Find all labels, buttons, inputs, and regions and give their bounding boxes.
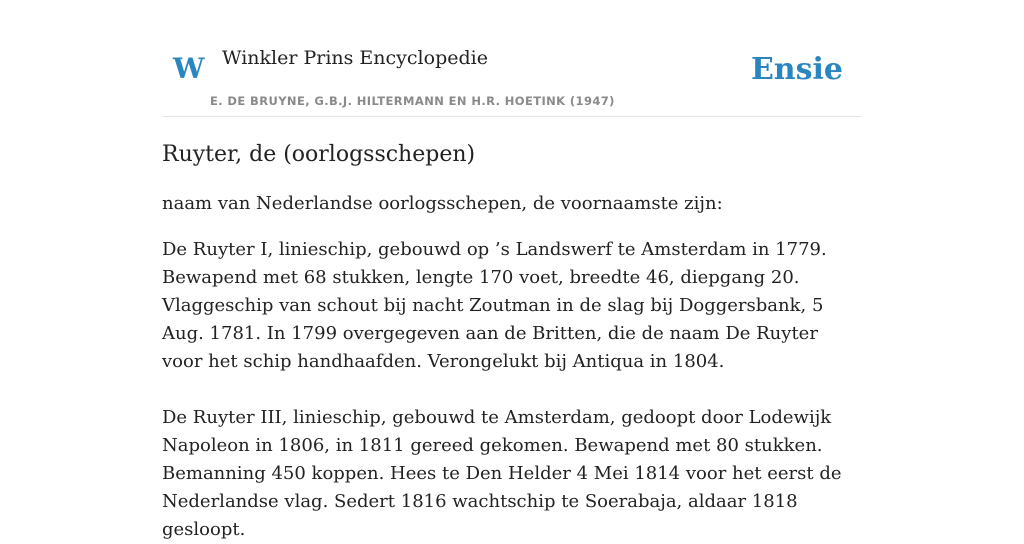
article <box>162 138 864 544</box>
entry-paragraph: De Ruyter III, linieschip, gebouwd te Amsterdam, gedoopt door Lodewijk Napoleon in 1806, in 1811 gereed gekomen. Bewapend met 80 stukken. Bemanning 450 koppen. Hees te Den Helder 4 Mei 1814 voor het eerst de Nederlandse vlag. Sedert 1816 wachtschip te Soerabaja, aldaar 1818 gesloopt. <box>162 407 842 540</box>
winkler-prins-logo[interactable]: W <box>173 52 205 85</box>
book-authors: E. DE BRUYNE, G.B.J. HILTERMANN EN H.R. HOETINK (1947) <box>210 94 615 108</box>
ensie-logo-link[interactable]: Ensie <box>750 52 843 87</box>
entry-title: Ruyter, de (oorlogsschepen) <box>162 142 476 167</box>
book-title[interactable]: Winkler Prins Encyclopedie <box>222 47 488 69</box>
header <box>162 0 862 117</box>
entry-intro: naam van Nederlandse oorlogsschepen, de voornaamste zijn: <box>162 193 723 214</box>
entry-paragraph: De Ruyter I, linieschip, gebouwd op ’s Landswerf te Amsterdam in 1779. Bewapend met 68 stukken, lengte 170 voet, breedte 46, diepgang 20. Vlaggeschip van schout bij nacht Zoutman in de slag bij Doggersbank, 5 Aug. 1781. In 1799 overgegeven aan de Britten, die de naam De Ruyter voor het schip handhaafden. Verongelukt bij Antiqua in 1804. <box>162 239 827 372</box>
